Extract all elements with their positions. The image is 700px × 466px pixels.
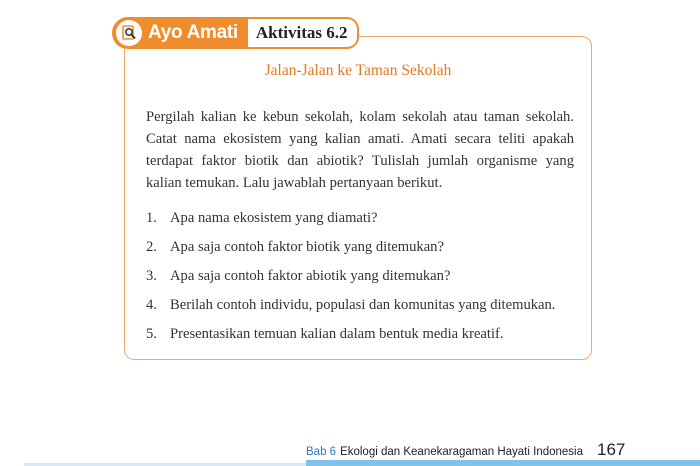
footer-bar	[306, 460, 700, 466]
item-number: 3.	[146, 268, 157, 284]
item-text: Presentasikan temuan kalian dalam bentuk media kreatif.	[170, 326, 504, 342]
chapter-number: Bab 6	[306, 446, 337, 458]
magnifier-document-icon	[116, 20, 142, 46]
activity-tab	[112, 16, 359, 50]
page-footer	[306, 440, 625, 460]
activity-label: Aktivitas 6.2	[255, 23, 348, 42]
item-number: 1.	[146, 210, 157, 226]
item-text: Apa saja contoh faktor abiotik yang ditemukan?	[170, 268, 451, 284]
chapter-title: Ekologi dan Keanekaragaman Hayati Indonesia	[340, 446, 584, 458]
item-number: 2.	[146, 239, 157, 255]
activity-title: Jalan-Jalan ke Taman Sekolah	[264, 62, 452, 79]
item-number: 5.	[146, 326, 157, 342]
activity-number-tag	[248, 17, 360, 49]
list-item	[146, 294, 555, 323]
list-item	[146, 265, 555, 294]
ayo-amati-tag	[112, 17, 248, 49]
list-item	[146, 236, 555, 265]
item-number: 4.	[146, 297, 157, 313]
question-list	[146, 207, 555, 352]
item-text: Apa nama ekosistem yang diamati?	[170, 210, 378, 226]
list-item	[146, 207, 555, 236]
item-text: Apa saja contoh faktor biotik yang ditemukan?	[170, 239, 444, 255]
page-number: 167	[597, 440, 626, 459]
tag-label: Ayo Amati	[148, 22, 238, 43]
activity-paragraph: Pergilah kalian ke kebun sekolah, kolam sekolah atau taman sekolah. Catat nama ekosistem yang kalian amati. Amati secara teliti apakah terdapat faktor biotik dan abiotik? Tulislah jumlah organisme yang kalian temukan. Lalu jawablah pertanyaan berikut.	[146, 109, 574, 191]
list-item	[146, 323, 555, 352]
item-text: Berilah contoh individu, populasi dan komunitas yang ditemukan.	[170, 297, 556, 313]
